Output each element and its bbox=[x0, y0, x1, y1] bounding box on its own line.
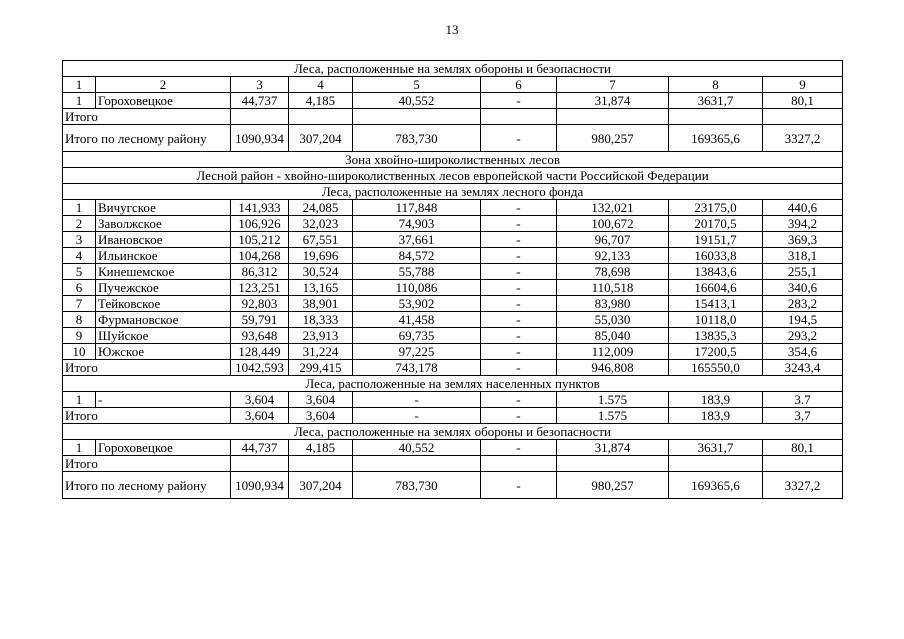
total-label-cell: Итого по лесному району bbox=[63, 125, 231, 152]
section-header-cell: Леса, расположенные на землях обороны и безопасности bbox=[63, 424, 843, 440]
value-cell: 128,449 bbox=[231, 344, 289, 360]
value-cell: 16604,6 bbox=[669, 280, 763, 296]
value-cell: 40,552 bbox=[353, 440, 481, 456]
forestry-name-cell: Ильинское bbox=[96, 248, 231, 264]
value-cell: 307,204 bbox=[289, 472, 353, 499]
value-cell: 20170,5 bbox=[669, 216, 763, 232]
value-cell: - bbox=[481, 344, 557, 360]
column-number-row bbox=[63, 77, 843, 93]
value-cell: 743,178 bbox=[353, 360, 481, 376]
value-cell: 18,333 bbox=[289, 312, 353, 328]
section-row bbox=[63, 168, 843, 184]
value-cell: 141,933 bbox=[231, 200, 289, 216]
total-label-cell: Итого bbox=[63, 408, 231, 424]
value-cell: - bbox=[481, 232, 557, 248]
value-cell bbox=[231, 456, 289, 472]
value-cell bbox=[763, 109, 843, 125]
value-cell: 3631,7 bbox=[669, 440, 763, 456]
data-row bbox=[63, 264, 843, 280]
value-cell: - bbox=[481, 360, 557, 376]
value-cell: 1.575 bbox=[557, 408, 669, 424]
data-row bbox=[63, 280, 843, 296]
value-cell: 783,730 bbox=[353, 472, 481, 499]
row-number-cell: 2 bbox=[63, 216, 96, 232]
value-cell: 74,903 bbox=[353, 216, 481, 232]
column-number-cell: 9 bbox=[763, 77, 843, 93]
value-cell: 104,268 bbox=[231, 248, 289, 264]
value-cell: 23,913 bbox=[289, 328, 353, 344]
value-cell: 83,980 bbox=[557, 296, 669, 312]
section-header-cell: Леса, расположенные на землях обороны и безопасности bbox=[63, 61, 843, 77]
column-number-cell: 4 bbox=[289, 77, 353, 93]
value-cell: 183,9 bbox=[669, 408, 763, 424]
value-cell: 394,2 bbox=[763, 216, 843, 232]
value-cell: 16033,8 bbox=[669, 248, 763, 264]
value-cell: 80,1 bbox=[763, 440, 843, 456]
value-cell: - bbox=[481, 216, 557, 232]
section-row bbox=[63, 61, 843, 77]
value-cell: 24,085 bbox=[289, 200, 353, 216]
column-number-cell: 2 bbox=[96, 77, 231, 93]
section-header-cell: Лесной район - хвойно-широколиственных лесов европейской части Российской Федерации bbox=[63, 168, 843, 184]
value-cell: - bbox=[481, 312, 557, 328]
forestry-name-cell: Гороховецкое bbox=[96, 440, 231, 456]
value-cell: 3243,4 bbox=[763, 360, 843, 376]
value-cell: 92,133 bbox=[557, 248, 669, 264]
value-cell: - bbox=[481, 280, 557, 296]
data-row bbox=[63, 93, 843, 109]
value-cell: 13835,3 bbox=[669, 328, 763, 344]
data-row bbox=[63, 440, 843, 456]
value-cell: 3327,2 bbox=[763, 472, 843, 499]
value-cell bbox=[763, 456, 843, 472]
value-cell bbox=[353, 109, 481, 125]
value-cell: 31,874 bbox=[557, 440, 669, 456]
value-cell: 40,552 bbox=[353, 93, 481, 109]
value-cell: 110,086 bbox=[353, 280, 481, 296]
value-cell: 169365,6 bbox=[669, 472, 763, 499]
column-number-cell: 8 bbox=[669, 77, 763, 93]
section-header-cell: Зона хвойно-широколиственных лесов bbox=[63, 152, 843, 168]
value-cell: 1.575 bbox=[557, 392, 669, 408]
forestry-name-cell: Кинешемское bbox=[96, 264, 231, 280]
value-cell: 92,803 bbox=[231, 296, 289, 312]
value-cell bbox=[231, 109, 289, 125]
total-row bbox=[63, 109, 843, 125]
value-cell: 3,604 bbox=[289, 408, 353, 424]
value-cell: 31,874 bbox=[557, 93, 669, 109]
value-cell: 123,251 bbox=[231, 280, 289, 296]
value-cell: - bbox=[481, 472, 557, 499]
row-number-cell: 5 bbox=[63, 264, 96, 280]
forestry-name-cell: Пучежское bbox=[96, 280, 231, 296]
column-number-cell: 1 bbox=[63, 77, 96, 93]
value-cell: 17200,5 bbox=[669, 344, 763, 360]
data-row bbox=[63, 344, 843, 360]
value-cell bbox=[669, 456, 763, 472]
total-label-cell: Итого по лесному району bbox=[63, 472, 231, 499]
value-cell: - bbox=[481, 328, 557, 344]
value-cell: 946,808 bbox=[557, 360, 669, 376]
value-cell: 3.7 bbox=[763, 392, 843, 408]
row-number-cell: 1 bbox=[63, 392, 96, 408]
value-cell: 96,707 bbox=[557, 232, 669, 248]
total-row bbox=[63, 360, 843, 376]
forest-data-table bbox=[62, 60, 843, 499]
value-cell: 55,788 bbox=[353, 264, 481, 280]
value-cell: 13843,6 bbox=[669, 264, 763, 280]
row-number-cell: 6 bbox=[63, 280, 96, 296]
value-cell: 44,737 bbox=[231, 440, 289, 456]
total-label-cell: Итого bbox=[63, 360, 231, 376]
value-cell bbox=[557, 456, 669, 472]
value-cell bbox=[669, 109, 763, 125]
data-row bbox=[63, 216, 843, 232]
page-number: 13 bbox=[445, 22, 459, 37]
value-cell: 13,165 bbox=[289, 280, 353, 296]
value-cell: 354,6 bbox=[763, 344, 843, 360]
data-row bbox=[63, 312, 843, 328]
value-cell: 15413,1 bbox=[669, 296, 763, 312]
value-cell bbox=[557, 109, 669, 125]
value-cell: 3,604 bbox=[231, 392, 289, 408]
column-number-cell: 3 bbox=[231, 77, 289, 93]
value-cell: 10118,0 bbox=[669, 312, 763, 328]
value-cell: 169365,6 bbox=[669, 125, 763, 152]
value-cell: 84,572 bbox=[353, 248, 481, 264]
forestry-name-cell: Южское bbox=[96, 344, 231, 360]
value-cell: 19151,7 bbox=[669, 232, 763, 248]
value-cell: 37,661 bbox=[353, 232, 481, 248]
forestry-name-cell: Тейковское bbox=[96, 296, 231, 312]
value-cell: 783,730 bbox=[353, 125, 481, 152]
value-cell bbox=[289, 109, 353, 125]
value-cell: - bbox=[481, 264, 557, 280]
value-cell: 3,604 bbox=[231, 408, 289, 424]
value-cell: 117,848 bbox=[353, 200, 481, 216]
value-cell: 440,6 bbox=[763, 200, 843, 216]
value-cell: - bbox=[353, 408, 481, 424]
value-cell: 3,604 bbox=[289, 392, 353, 408]
column-number-cell: 7 bbox=[557, 77, 669, 93]
value-cell: - bbox=[481, 93, 557, 109]
total-row bbox=[63, 472, 843, 499]
forest-table-body bbox=[63, 61, 843, 499]
value-cell: 86,312 bbox=[231, 264, 289, 280]
row-number-cell: 4 bbox=[63, 248, 96, 264]
value-cell: 69,735 bbox=[353, 328, 481, 344]
value-cell: 340,6 bbox=[763, 280, 843, 296]
value-cell: - bbox=[481, 248, 557, 264]
value-cell: 307,204 bbox=[289, 125, 353, 152]
section-row bbox=[63, 184, 843, 200]
value-cell: - bbox=[481, 440, 557, 456]
value-cell: 255,1 bbox=[763, 264, 843, 280]
value-cell: 80,1 bbox=[763, 93, 843, 109]
value-cell: 105,212 bbox=[231, 232, 289, 248]
value-cell: 165550,0 bbox=[669, 360, 763, 376]
value-cell: 4,185 bbox=[289, 440, 353, 456]
value-cell: 3631,7 bbox=[669, 93, 763, 109]
value-cell: 3327,2 bbox=[763, 125, 843, 152]
value-cell: 112,009 bbox=[557, 344, 669, 360]
value-cell: - bbox=[481, 296, 557, 312]
value-cell: 299,415 bbox=[289, 360, 353, 376]
forestry-name-cell: Фурмановское bbox=[96, 312, 231, 328]
value-cell: 19,696 bbox=[289, 248, 353, 264]
value-cell bbox=[481, 109, 557, 125]
section-row bbox=[63, 152, 843, 168]
value-cell: 31,224 bbox=[289, 344, 353, 360]
total-label-cell: Итого bbox=[63, 109, 231, 125]
value-cell: 53,902 bbox=[353, 296, 481, 312]
section-row bbox=[63, 376, 843, 392]
row-number-cell: 7 bbox=[63, 296, 96, 312]
value-cell: 3,7 bbox=[763, 408, 843, 424]
value-cell: 293,2 bbox=[763, 328, 843, 344]
total-row bbox=[63, 125, 843, 152]
value-cell: 55,030 bbox=[557, 312, 669, 328]
row-number-cell: 3 bbox=[63, 232, 96, 248]
value-cell: 30,524 bbox=[289, 264, 353, 280]
total-row bbox=[63, 456, 843, 472]
total-row bbox=[63, 408, 843, 424]
data-row bbox=[63, 248, 843, 264]
value-cell: 93,648 bbox=[231, 328, 289, 344]
value-cell: 67,551 bbox=[289, 232, 353, 248]
data-row bbox=[63, 232, 843, 248]
value-cell: 318,1 bbox=[763, 248, 843, 264]
value-cell: - bbox=[481, 392, 557, 408]
value-cell: 44,737 bbox=[231, 93, 289, 109]
forestry-name-cell: Ивановское bbox=[96, 232, 231, 248]
value-cell: 183,9 bbox=[669, 392, 763, 408]
forestry-name-cell: Заволжское bbox=[96, 216, 231, 232]
value-cell: - bbox=[481, 200, 557, 216]
value-cell bbox=[481, 456, 557, 472]
value-cell: 369,3 bbox=[763, 232, 843, 248]
value-cell: 59,791 bbox=[231, 312, 289, 328]
value-cell: 23175,0 bbox=[669, 200, 763, 216]
row-number-cell: 1 bbox=[63, 93, 96, 109]
row-number-cell: 9 bbox=[63, 328, 96, 344]
value-cell: 106,926 bbox=[231, 216, 289, 232]
value-cell: 980,257 bbox=[557, 125, 669, 152]
value-cell: 85,040 bbox=[557, 328, 669, 344]
value-cell: 110,518 bbox=[557, 280, 669, 296]
value-cell bbox=[353, 456, 481, 472]
forestry-name-cell: Гороховецкое bbox=[96, 93, 231, 109]
value-cell: - bbox=[481, 125, 557, 152]
value-cell: 980,257 bbox=[557, 472, 669, 499]
column-number-cell: 6 bbox=[481, 77, 557, 93]
value-cell: 1042,593 bbox=[231, 360, 289, 376]
data-row bbox=[63, 296, 843, 312]
value-cell: 1090,934 bbox=[231, 472, 289, 499]
value-cell: 194,5 bbox=[763, 312, 843, 328]
value-cell: 32,023 bbox=[289, 216, 353, 232]
value-cell: 1090,934 bbox=[231, 125, 289, 152]
data-row bbox=[63, 328, 843, 344]
value-cell: 100,672 bbox=[557, 216, 669, 232]
row-number-cell: 10 bbox=[63, 344, 96, 360]
value-cell: 38,901 bbox=[289, 296, 353, 312]
value-cell: 4,185 bbox=[289, 93, 353, 109]
total-label-cell: Итого bbox=[63, 456, 231, 472]
section-header-cell: Леса, расположенные на землях лесного фонда bbox=[63, 184, 843, 200]
forestry-name-cell: Шуйское bbox=[96, 328, 231, 344]
data-row bbox=[63, 200, 843, 216]
value-cell: 41,458 bbox=[353, 312, 481, 328]
section-row bbox=[63, 424, 843, 440]
value-cell bbox=[289, 456, 353, 472]
column-number-cell: 5 bbox=[353, 77, 481, 93]
value-cell: 132,021 bbox=[557, 200, 669, 216]
value-cell: 97,225 bbox=[353, 344, 481, 360]
forestry-name-cell: Вичугское bbox=[96, 200, 231, 216]
row-number-cell: 8 bbox=[63, 312, 96, 328]
row-number-cell: 1 bbox=[63, 200, 96, 216]
row-number-cell: 1 bbox=[63, 440, 96, 456]
value-cell: - bbox=[481, 408, 557, 424]
value-cell: 78,698 bbox=[557, 264, 669, 280]
section-header-cell: Леса, расположенные на землях населенных пунктов bbox=[63, 376, 843, 392]
forestry-name-cell: - bbox=[96, 392, 231, 408]
value-cell: - bbox=[353, 392, 481, 408]
data-row bbox=[63, 392, 843, 408]
value-cell: 283,2 bbox=[763, 296, 843, 312]
